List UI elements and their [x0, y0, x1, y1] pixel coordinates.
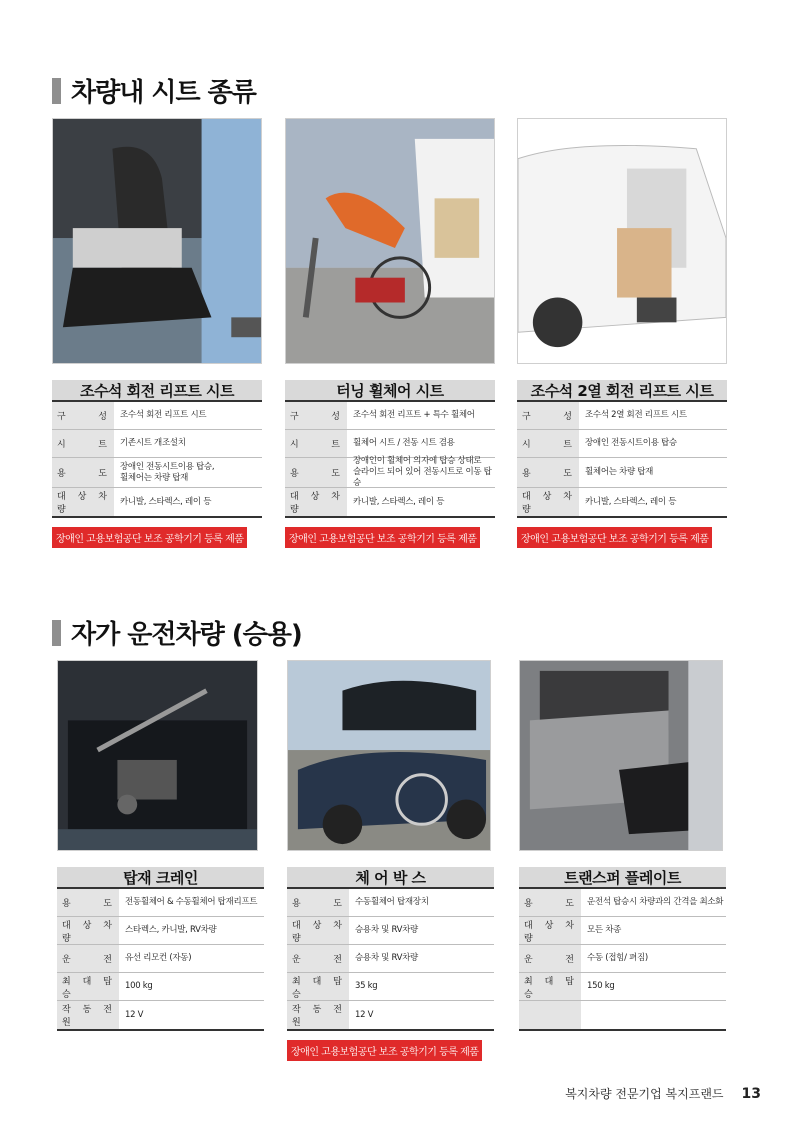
- card-title: 조수석 회전 리프트 시트: [52, 380, 262, 402]
- product-card-loading-crane: [57, 660, 264, 1031]
- spec-row: 최 대 탑 승 100 kg: [57, 973, 264, 1001]
- spec-row: 대 상 차 량 승용차 및 RV차량: [287, 917, 494, 945]
- spec-row: 운 전 승용차 및 RV차량: [287, 945, 494, 973]
- card-title: 탑재 크레인: [57, 867, 264, 889]
- spec-row: 운 전 유선 리모컨 (자동): [57, 945, 264, 973]
- section-title-self-driving: [52, 614, 302, 651]
- card-title: 터닝 휠체어 시트: [285, 380, 495, 402]
- card-title: 트랜스퍼 플레이트: [519, 867, 726, 889]
- footer-company: 복지차량 전문기업 복지프랜드: [565, 1087, 724, 1101]
- spec-row: 시 트 장애인 전동시트이용 탑승: [517, 430, 727, 458]
- product-photo: [519, 660, 723, 851]
- registered-product-badge: 장애인 고용보험공단 보조 공학기기 등록 제품: [52, 527, 247, 548]
- spec-table: [287, 889, 494, 1031]
- spec-row: 작 동 전 원 12 V: [287, 1001, 494, 1029]
- product-card-chair-box: [287, 660, 494, 1061]
- product-photo: [517, 118, 727, 364]
- spec-row: 용 도 수동휠체어 탑재장치: [287, 889, 494, 917]
- spec-row: 대 상 차 량 카니발, 스타렉스, 레이 등: [285, 488, 495, 516]
- product-card-passenger-swivel-lift: [52, 118, 262, 548]
- spec-table: [285, 402, 495, 518]
- spec-row: 구 성 조수석 회전 리프트 시트: [52, 402, 262, 430]
- spec-row: 용 도 휠체어는 차량 탑재: [517, 458, 727, 488]
- registered-product-badge: 장애인 고용보험공단 보조 공학기기 등록 제품: [287, 1040, 482, 1061]
- section-title-text: 차량내 시트 종류: [71, 78, 256, 108]
- spec-row: 운 전 수동 (접힘/ 펴짐): [519, 945, 726, 973]
- spec-row: 시 트 휠체어 시트 / 전동 시트 겸용: [285, 430, 495, 458]
- title-bar-decoration: [52, 620, 61, 646]
- page-number: 13: [741, 1085, 761, 1102]
- spec-row: 대 상 차 량 카니발, 스타렉스, 레이 등: [52, 488, 262, 516]
- spec-row: 최 대 탑 승 150 kg: [519, 973, 726, 1001]
- product-photo: [52, 118, 262, 364]
- spec-row: 작 동 전 원 12 V: [57, 1001, 264, 1029]
- card-title: 조수석 2열 회전 리프트 시트: [517, 380, 727, 402]
- product-photo: [287, 660, 491, 851]
- product-card-transfer-plate: [519, 660, 726, 1031]
- spec-table: [57, 889, 264, 1031]
- product-photo: [57, 660, 258, 851]
- card-title: 체 어 박 스: [287, 867, 494, 889]
- spec-table: [519, 889, 726, 1031]
- spec-row: 용 도 장애인이 휠체어 의자에 탑승 상태로 슬라이드 되어 있어 전동시트로 이동 탑승: [285, 458, 495, 488]
- spec-row: 대 상 차 량 스타렉스, 카니발, RV차량: [57, 917, 264, 945]
- spec-row: [519, 1001, 726, 1029]
- title-bar-decoration: [52, 78, 61, 104]
- product-card-second-row-swivel-lift: [517, 118, 727, 548]
- spec-row: 용 도 운전석 탑승시 차량과의 간격을 최소화: [519, 889, 726, 917]
- section-title-seats: [52, 72, 256, 109]
- spec-row: 시 트 기존시트 개조설치: [52, 430, 262, 458]
- page-footer: [565, 1085, 761, 1102]
- registered-product-badge: 장애인 고용보험공단 보조 공학기기 등록 제품: [517, 527, 712, 548]
- spec-row: 구 성 조수석 2열 회전 리프트 시트: [517, 402, 727, 430]
- spec-row: 최 대 탑 승 35 kg: [287, 973, 494, 1001]
- spec-table: [52, 402, 262, 518]
- section-title-text: 자가 운전차량 (승용): [71, 620, 302, 650]
- spec-row: 대 상 차 량 카니발, 스타렉스, 레이 등: [517, 488, 727, 516]
- product-card-turning-wheelchair-seat: [285, 118, 495, 548]
- spec-row: 용 도 장애인 전동시트이용 탑승, 휠체어는 차량 탑재: [52, 458, 262, 488]
- spec-row: 대 상 차 량 모든 차종: [519, 917, 726, 945]
- spec-table: [517, 402, 727, 518]
- product-photo: [285, 118, 495, 364]
- spec-row: 용 도 전동휠체어 & 수동휠체어 탑재리프트: [57, 889, 264, 917]
- registered-product-badge: 장애인 고용보험공단 보조 공학기기 등록 제품: [285, 527, 480, 548]
- spec-row: 구 성 조수석 회전 리프트 + 특수 휠체어: [285, 402, 495, 430]
